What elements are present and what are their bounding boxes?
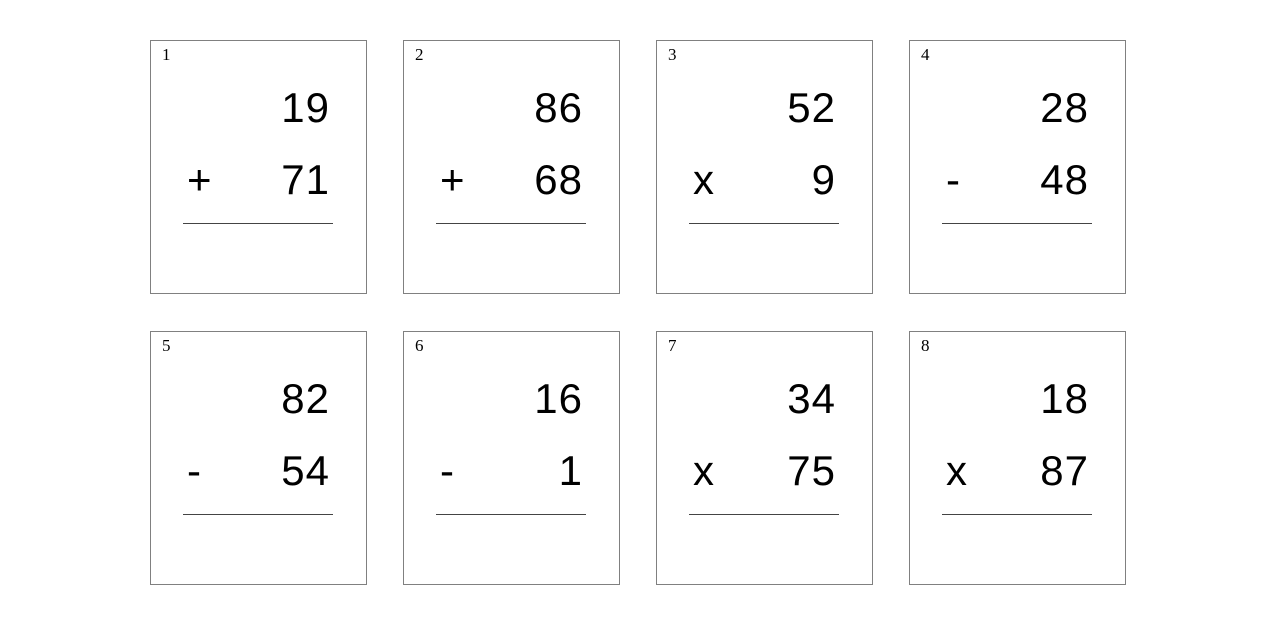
operator-symbol: + bbox=[187, 156, 212, 203]
operand-bottom: 54 bbox=[281, 447, 330, 494]
problem-card-7 bbox=[656, 331, 873, 585]
answer-line bbox=[689, 514, 839, 515]
problem-card-6 bbox=[403, 331, 620, 585]
operand-bottom: 75 bbox=[787, 447, 836, 494]
operator-symbol: - bbox=[440, 447, 454, 494]
math-worksheet-grid bbox=[150, 40, 1126, 585]
problem-number: 6 bbox=[415, 336, 424, 355]
problem-number: 3 bbox=[668, 45, 677, 64]
operand-bottom: 48 bbox=[1040, 156, 1089, 203]
problem-card-5 bbox=[150, 331, 367, 585]
operator-symbol: x bbox=[946, 447, 967, 494]
problem-number: 7 bbox=[668, 336, 677, 355]
operand-bottom: 9 bbox=[811, 156, 836, 203]
operator-symbol: + bbox=[440, 156, 465, 203]
problem-number: 8 bbox=[921, 336, 930, 355]
answer-line bbox=[436, 223, 586, 224]
operand-bottom: 71 bbox=[281, 156, 330, 203]
answer-line bbox=[942, 514, 1092, 515]
operand-top: 16 bbox=[534, 375, 583, 422]
operand-bottom: 87 bbox=[1040, 447, 1089, 494]
answer-line bbox=[183, 223, 333, 224]
answer-line bbox=[183, 514, 333, 515]
problem-number: 1 bbox=[162, 45, 171, 64]
problem-number: 2 bbox=[415, 45, 424, 64]
operator-symbol: - bbox=[946, 156, 960, 203]
operator-symbol: - bbox=[187, 447, 201, 494]
operator-symbol: x bbox=[693, 447, 714, 494]
operand-top: 52 bbox=[787, 84, 836, 131]
answer-line bbox=[942, 223, 1092, 224]
problem-card-1 bbox=[150, 40, 367, 294]
problem-card-2 bbox=[403, 40, 620, 294]
operand-bottom: 68 bbox=[534, 156, 583, 203]
problem-card-4 bbox=[909, 40, 1126, 294]
operator-symbol: x bbox=[693, 156, 714, 203]
problem-number: 5 bbox=[162, 336, 171, 355]
operand-top: 28 bbox=[1040, 84, 1089, 131]
problem-card-3 bbox=[656, 40, 873, 294]
operand-top: 19 bbox=[281, 84, 330, 131]
operand-top: 86 bbox=[534, 84, 583, 131]
operand-top: 18 bbox=[1040, 375, 1089, 422]
operand-top: 34 bbox=[787, 375, 836, 422]
answer-line bbox=[436, 514, 586, 515]
operand-top: 82 bbox=[281, 375, 330, 422]
problem-number: 4 bbox=[921, 45, 930, 64]
problem-card-8 bbox=[909, 331, 1126, 585]
operand-bottom: 1 bbox=[558, 447, 583, 494]
answer-line bbox=[689, 223, 839, 224]
